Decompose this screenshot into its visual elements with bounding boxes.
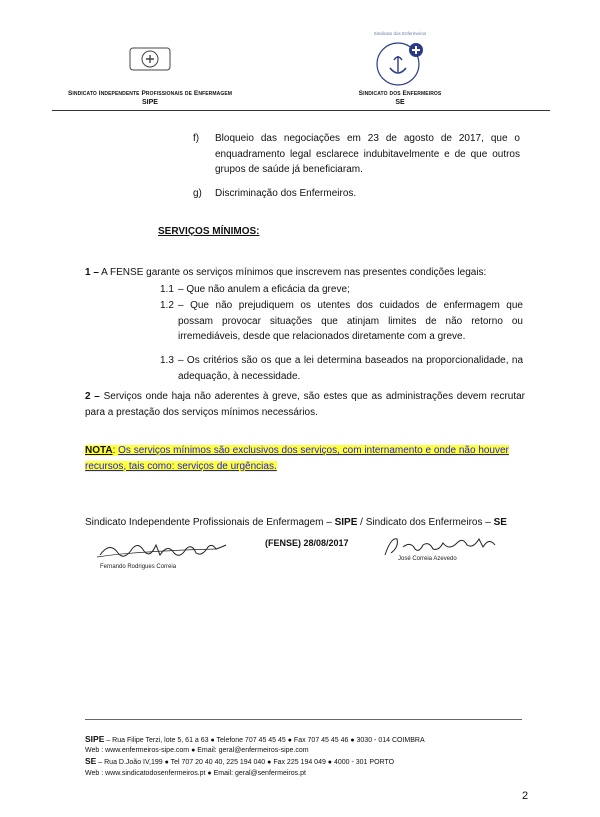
org-se: SE <box>493 517 507 528</box>
se-abbr: SE <box>395 99 405 106</box>
page-number: 2 <box>522 790 529 802</box>
header-rule <box>52 110 550 111</box>
footer-se-address: – Rua D.João IV,199 ● Tel 707 20 40 40, 225 194 040 ● Fax 225 194 049 ● 4000 - 301 PORTO <box>96 759 395 766</box>
footer-se-abbr: SE <box>85 756 97 766</box>
signer-right-name: José Correia Azevedo <box>398 556 457 562</box>
signature-left <box>95 537 235 563</box>
footer-sipe-line <box>85 735 555 745</box>
se-seal-text: Sindicato dos Enfermeiros <box>373 31 427 36</box>
paragraph-1-text: A FENSE garante os serviços mínimos que inscrevem nas presentes condições legais: <box>98 267 487 278</box>
se-caption: Sindicato dos Enfermeiros <box>358 90 442 97</box>
footer-sipe-address: – Rua Filipe Terzi, lote 5, 61 a 63 ● Telefone 707 45 45 45 ● Fax 707 45 45 46 ● 3030 - 014 COIMBRA <box>104 737 425 744</box>
paragraph-2 <box>85 389 525 420</box>
footer-rule <box>85 719 522 720</box>
org-text-a: Sindicato Independente Profissionais de Enfermagem – <box>85 517 335 528</box>
footer-sipe-web: Web : www.enfermeiros-sipe.com ● Email: geral@enfermeiros-sipe.com <box>85 747 309 754</box>
sub-item-1-2-number: 1.2 <box>160 300 174 311</box>
list-label-f: f) <box>193 133 200 144</box>
footer-se-web: Web : www.sindicatodosenfermeiros.pt ● Email: geral@senfermeiros.pt <box>85 770 306 777</box>
fense-date: (FENSE) 28/08/2017 <box>265 538 349 548</box>
sipe-logo <box>128 42 172 76</box>
paragraph-1-number: 1 – <box>85 267 99 278</box>
org-text-b: / Sindicato dos Enfermeiros – <box>357 517 494 528</box>
list-item-g: Discriminação dos Enfermeiros. <box>215 188 357 199</box>
paragraph-1 <box>85 265 525 281</box>
sipe-abbr: SIPE <box>142 99 158 106</box>
footer-sipe-abbr: SIPE <box>85 734 105 744</box>
se-logo <box>372 38 428 92</box>
note-text: Os serviços mínimos são exclusivos dos serviços, com internamento e onde não houver recursos, tais como: serviços de urgências. <box>85 445 509 472</box>
sub-item-1-1: – Que não anulem a eficácia da greve; <box>178 284 350 295</box>
footer-se-line <box>85 757 555 767</box>
note-colon: : <box>112 445 119 456</box>
sub-item-1-1-number: 1.1 <box>160 284 174 295</box>
sub-item-1-3: – Os critérios são os que a lei determina baseados na proporcionalidade, na adequação, à necessidade. <box>178 355 523 382</box>
sipe-caption: Sindicato Independente Profissionais de Enfermagem <box>67 90 233 97</box>
list-item-f: Bloqueio das negociações em 23 de agosto de 2017, que o enquadramento legal esclarece indubitavelmente e de que outros grupos de saúde já beneficiaram. <box>215 133 520 175</box>
signer-left-name: Fernando Rodrigues Correia <box>100 564 177 570</box>
org-sipe: SIPE <box>334 517 358 528</box>
note <box>85 443 525 474</box>
note-label: NOTA <box>85 445 113 456</box>
list-label-g: g) <box>193 188 202 199</box>
section-heading: SERVIÇOS MÍNIMOS: <box>158 226 260 237</box>
paragraph-2-text: Serviços onde haja não aderentes à greve, são estes que as administrações devem recrutar para a prestação dos serviços mínimos necessários. <box>85 391 526 418</box>
sub-item-1-2: – Que não prejudiquem os utentes dos cuidados de enfermagem que possam provocar situações que atinjam limites de não retorno ou irremediáveis, desde que relacionados diretamente com a greve. <box>178 300 523 342</box>
sub-item-1-3-number: 1.3 <box>160 355 174 366</box>
paragraph-2-number: 2 – <box>85 391 100 402</box>
signature-org-line <box>85 517 555 528</box>
